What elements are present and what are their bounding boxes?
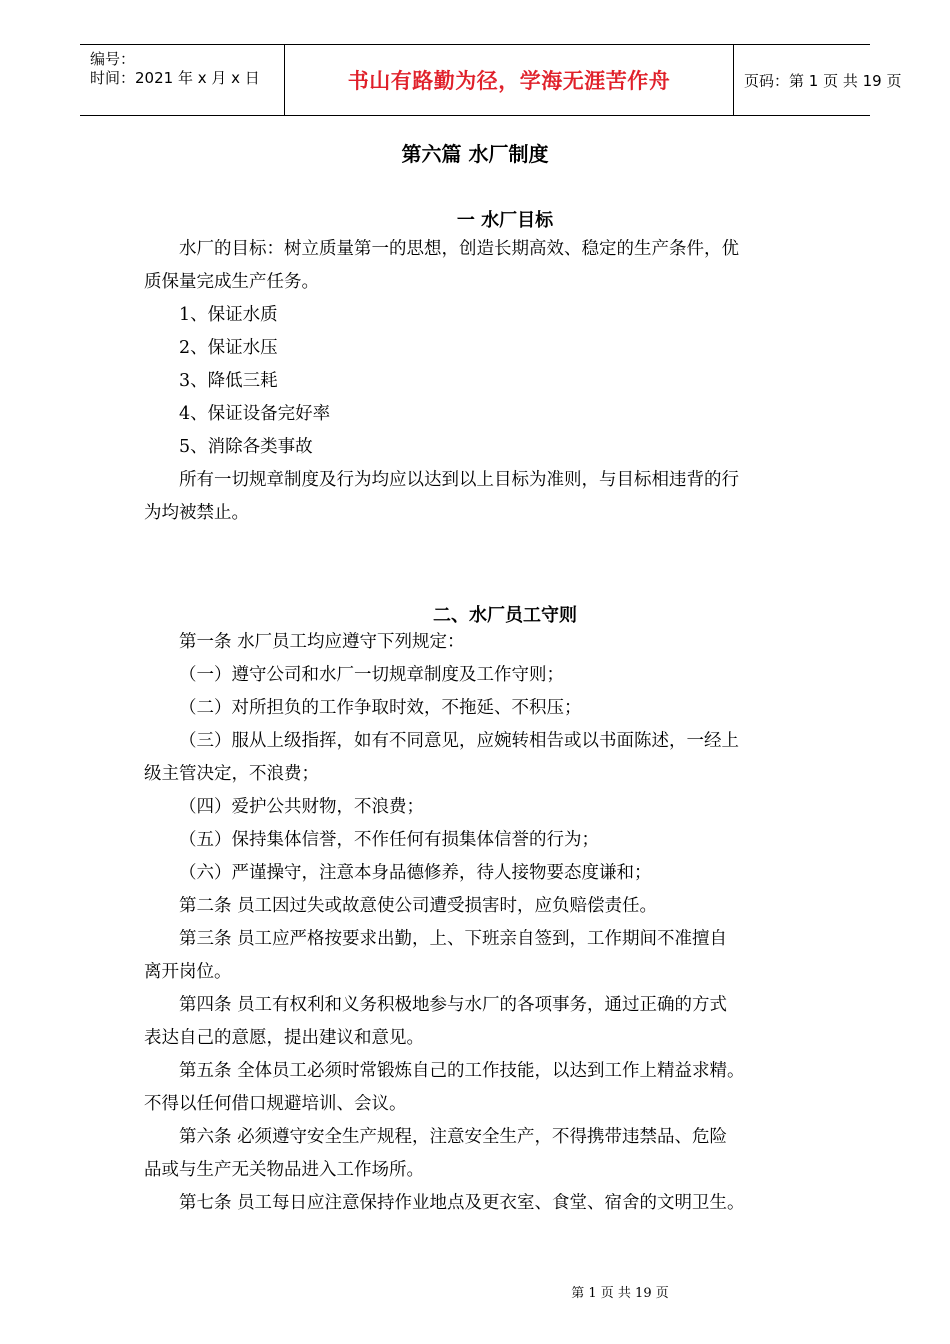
header-page-code: 页码：第 1 页 共 19 页: [744, 71, 902, 90]
article-line: 第七条 员工每日应注意保持作业地点及更衣室、食堂、宿舍的文明卫生。: [179, 1193, 745, 1213]
document-number-label: 编号：: [90, 50, 136, 68]
clause-line: （三）服从上级指挥，如有不同意见，应婉转相告或以书面陈述，一经上: [179, 731, 739, 751]
clause-line: （一）遵守公司和水厂一切规章制度及工作守则；: [179, 665, 564, 685]
section-heading-goals: 一 水厂目标: [456, 210, 554, 231]
list-item: 4、保证设备完好率: [179, 404, 331, 424]
document-header: [80, 44, 902, 116]
header-motto: 书山有路勤为径，学海无涯苦作舟: [347, 69, 671, 93]
article-line: 第二条 员工因过失或故意使公司遭受损害时，应负赔偿责任。: [179, 896, 658, 916]
article-line: 第五条 全体员工必须时常锻炼自己的工作技能，以达到工作上精益求精。: [179, 1061, 745, 1081]
header-motto-cell: [284, 45, 734, 115]
article-line: 不得以任何借口规避培训、会议。: [144, 1094, 407, 1114]
clause-line: （二）对所担负的工作争取时效，不拖延、不积压；: [179, 698, 582, 718]
article-line: 第三条 员工应严格按要求出勤，上、下班亲自签到，工作期间不准擅自: [179, 929, 728, 949]
article-line: 第六条 必须遵守安全生产规程，注意安全生产，不得携带违禁品、危险: [179, 1127, 728, 1147]
list-item: 5、消除各类事故: [179, 437, 313, 457]
header-page-cell: [734, 45, 902, 115]
article-line: 表达自己的意愿，提出建议和意见。: [144, 1028, 424, 1048]
list-item: 3、降低三耗: [179, 371, 278, 391]
section-heading-rules: 二、水厂员工守则: [433, 605, 577, 626]
list-item: 2、保证水压: [179, 338, 278, 358]
clause-line: （六）严谨操守，注意本身品德修养，待人接物要态度谦和；: [179, 863, 652, 883]
paragraph-line: 质保量完成生产任务。: [144, 272, 319, 292]
paragraph-line: 水厂的目标：树立质量第一的思想，创造长期高效、稳定的生产条件，优: [179, 239, 739, 259]
list-item: 1、保证水质: [179, 305, 278, 325]
article-line: 第四条 员工有权利和义务积极地参与水厂的各项事务，通过正确的方式: [179, 995, 728, 1015]
article-line: 品或与生产无关物品进入工作场所。: [144, 1160, 424, 1180]
article-line: 第一条 水厂员工均应遵守下列规定：: [179, 632, 465, 652]
paragraph-line: 所有一切规章制度及行为均应以达到以上目标为准则，与目标相违背的行: [179, 470, 739, 490]
paragraph-line: 为均被禁止。: [144, 503, 249, 523]
clause-line: （四）爱护公共财物，不浪费；: [179, 797, 424, 817]
clause-line: 级主管决定，不浪费；: [144, 764, 319, 784]
document-time-label: 时间：2021 年 x 月 x 日: [90, 69, 260, 87]
header-meta-cell: [80, 45, 284, 115]
document-title: 第六篇 水厂制度: [401, 142, 549, 166]
page-footer: 第 1 页 共 19 页: [571, 1286, 669, 1301]
article-line: 离开岗位。: [144, 962, 232, 982]
clause-line: （五）保持集体信誉，不作任何有损集体信誉的行为；: [179, 830, 599, 850]
